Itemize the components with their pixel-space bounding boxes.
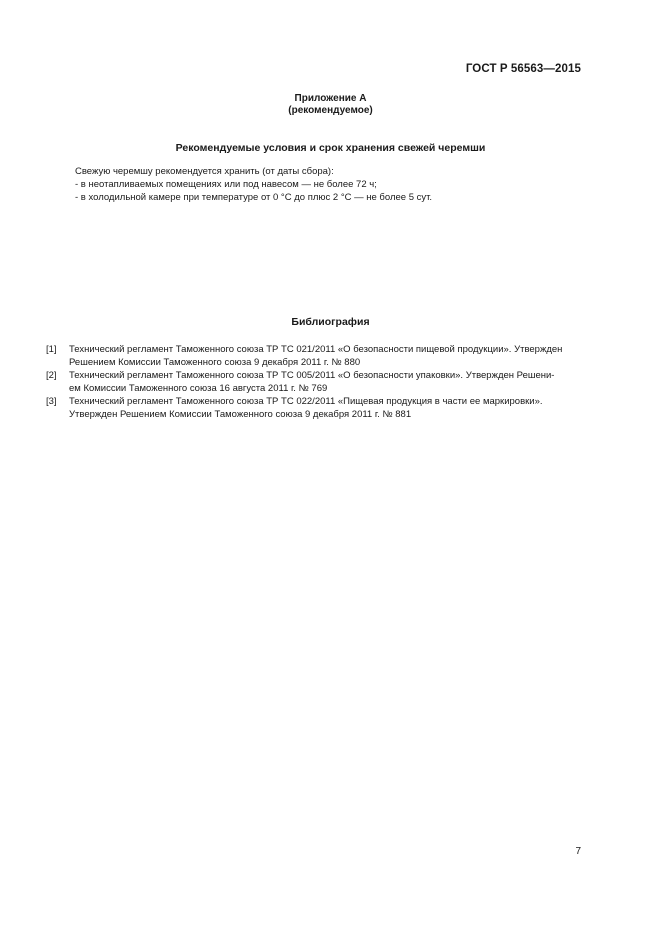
bibliography-entry-number: [1] — [46, 344, 57, 355]
bibliography-entry — [46, 343, 582, 369]
storage-intro: Свежую черемшу рекомендуется хранить (от даты сбора): — [75, 166, 334, 177]
bibliography-entry-line: Решением Комиссии Таможенного союза 9 декабря 2011 г. № 880 — [69, 357, 361, 368]
bibliography-entry-number: [3] — [46, 396, 57, 407]
appendix-subtitle: (рекомендуемое) — [288, 105, 373, 116]
bibliography-entry-text — [69, 369, 582, 395]
bibliography-entry — [46, 395, 582, 421]
appendix-title: Приложение А — [294, 93, 367, 104]
bibliography-entry-text — [69, 343, 582, 369]
bibliography-entry-line: ем Комиссии Таможенного союза 16 августа 2011 г. № 769 — [69, 383, 328, 394]
storage-conditions — [75, 165, 595, 204]
bibliography-entry-line: Утвержден Решением Комиссии Таможенного союза 9 декабря 2011 г. № 881 — [69, 409, 412, 420]
page-number: 7 — [575, 846, 581, 857]
document-code: ГОСТ Р 56563—2015 — [465, 63, 581, 75]
bibliography-entry-line: Технический регламент Таможенного союза ТР ТС 021/2011 «О безопасности пищевой продукции». Утвержден — [69, 344, 563, 355]
bibliography-entry-number: [2] — [46, 370, 57, 381]
bibliography-entry-line: Технический регламент Таможенного союза ТР ТС 022/2011 «Пищевая продукция в части ее маркировки». — [69, 396, 543, 407]
bibliography-entry — [46, 369, 582, 395]
storage-item: - в холодильной камере при температуре от 0 °С до плюс 2 °С — не более 5 сут. — [75, 192, 433, 203]
section-title: Рекомендуемые условия и срок хранения свежей черемши — [175, 142, 486, 154]
appendix-heading — [0, 93, 661, 117]
bibliography-list — [46, 343, 582, 421]
bibliography-entry-text — [69, 395, 582, 421]
bibliography-title: Библиография — [291, 316, 370, 328]
storage-item: - в неотапливаемых помещениях или под навесом — не более 72 ч; — [75, 179, 377, 190]
bibliography-entry-line: Технический регламент Таможенного союза ТР ТС 005/2011 «О безопасности упаковки». Утвержден Решени- — [69, 370, 555, 381]
